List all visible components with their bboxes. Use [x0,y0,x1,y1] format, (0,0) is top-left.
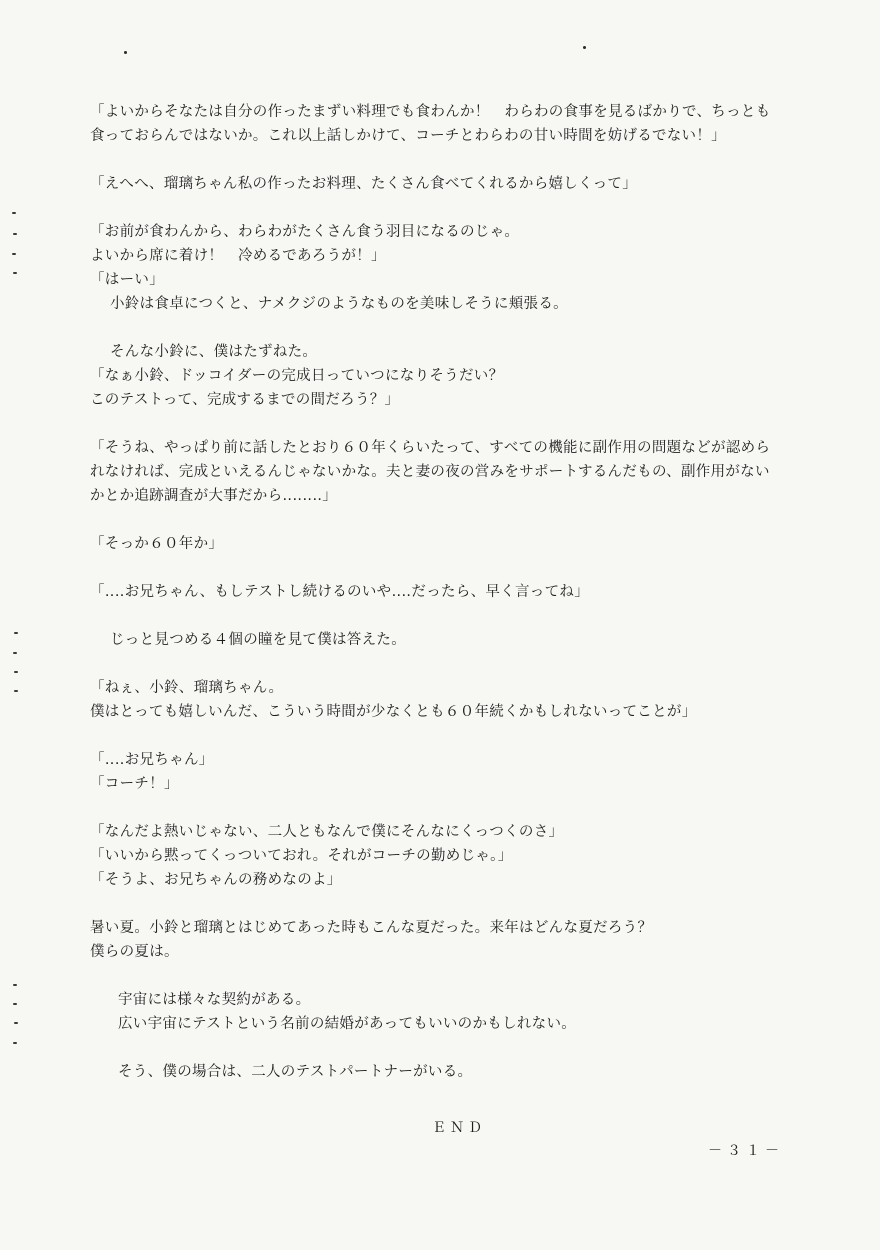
text-line: 「ねぇ、小鈴、瑠璃ちゃん。 [90,680,284,696]
text-line: 僕はとっても嬉しいんだ、こういう時間が少なくとも６０年続くかもしれないってことが」 [90,704,697,720]
binding-mark [13,1042,17,1044]
binding-mark [13,984,17,986]
text-line: このテストって、完成するまでの間だろう？」 [90,392,400,408]
story-text [90,100,830,1084]
text-line: 小鈴は食卓につくと、ナメクジのようなものを美味しそうに頬張る。 [110,296,568,312]
text-line: 「えへへ、瑠璃ちゃん私の作ったお料理、たくさん食べてくれるから嬉しくって」 [90,176,638,192]
text-line: 「はーい」 [90,272,164,288]
text-line: 「コーチ！」 [90,776,179,792]
text-line: 暑い夏。小鈴と瑠璃とはじめてあった時もこんな夏だった。来年はどんな夏だろう？ [90,920,653,936]
binding-mark [14,690,18,692]
text-line: 「よいからそなたは自分の作ったまずい料理でも食わんか！ わらわの食事を見るばかりで、ちっとも [90,104,771,120]
text-line: 宇宙には様々な契約がある。 [118,992,311,1008]
text-line: 「お前が食わんから、わらわがたくさん食う羽目になるのじゃ。 [90,224,520,240]
binding-mark [14,632,18,634]
text-line: かとか追跡調査が大事だから‥‥‥‥」 [90,488,338,504]
text-line: 「そっか６０年か」 [90,536,224,552]
text-line: そう、僕の場合は、二人のテストパートナーがいる。 [118,1064,473,1080]
text-line: そんな小鈴に、僕はたずねた。 [110,344,318,360]
text-line: 「なぁ小鈴、ドッコイダーの完成日っていつになりそうだい？ [90,368,504,384]
binding-mark [13,272,17,274]
binding-mark [12,253,16,255]
text-line: れなければ、完成といえるんじゃないかな。夫と妻の夜の営みをサポートするんだもの、副作用がない [90,464,770,480]
binding-mark [13,233,17,235]
text-line: 「なんだよ熱いじゃない、二人ともなんで僕にそんなにくっつくのさ」 [90,824,564,840]
text-line: 食っておらんではないか。これ以上話しかけて、コーチとわらわの甘い時間を妨げるでない！」 [90,128,726,144]
binding-mark [13,1003,17,1005]
binding-mark [14,1022,18,1024]
text-line: 「‥‥お兄ちゃん」 [90,752,214,768]
text-line: よいから席に着け！ 冷めるであろうが！」 [90,248,386,264]
text-line: 僕らの夏は。 [90,944,179,960]
text-line: 「そうね、やっぱり前に話したとおり６０年くらいたって、すべての機能に副作用の問題などが認めら [90,440,771,456]
text-line: 「いいから黙ってくっついておれ。それがコーチの勤めじゃ。」 [90,848,513,864]
end-label: ＥＮＤ [432,1120,486,1136]
scan-speck [583,46,586,49]
text-line: 「‥‥お兄ちゃん、もしテストし続けるのいや‥‥だったら、早く言ってね」 [90,584,590,600]
scan-speck [124,51,127,54]
text-line: じっと見つめる４個の瞳を見て僕は答えた。 [110,632,406,648]
page-number: －３１－ [708,1143,784,1159]
binding-mark [13,652,17,654]
text-line: 「そうよ、お兄ちゃんの務めなのよ」 [90,872,342,888]
binding-mark [12,212,16,214]
text-line: 広い宇宙にテストという名前の結婚があってもいいのかもしれない。 [118,1016,577,1032]
binding-mark [14,671,18,673]
